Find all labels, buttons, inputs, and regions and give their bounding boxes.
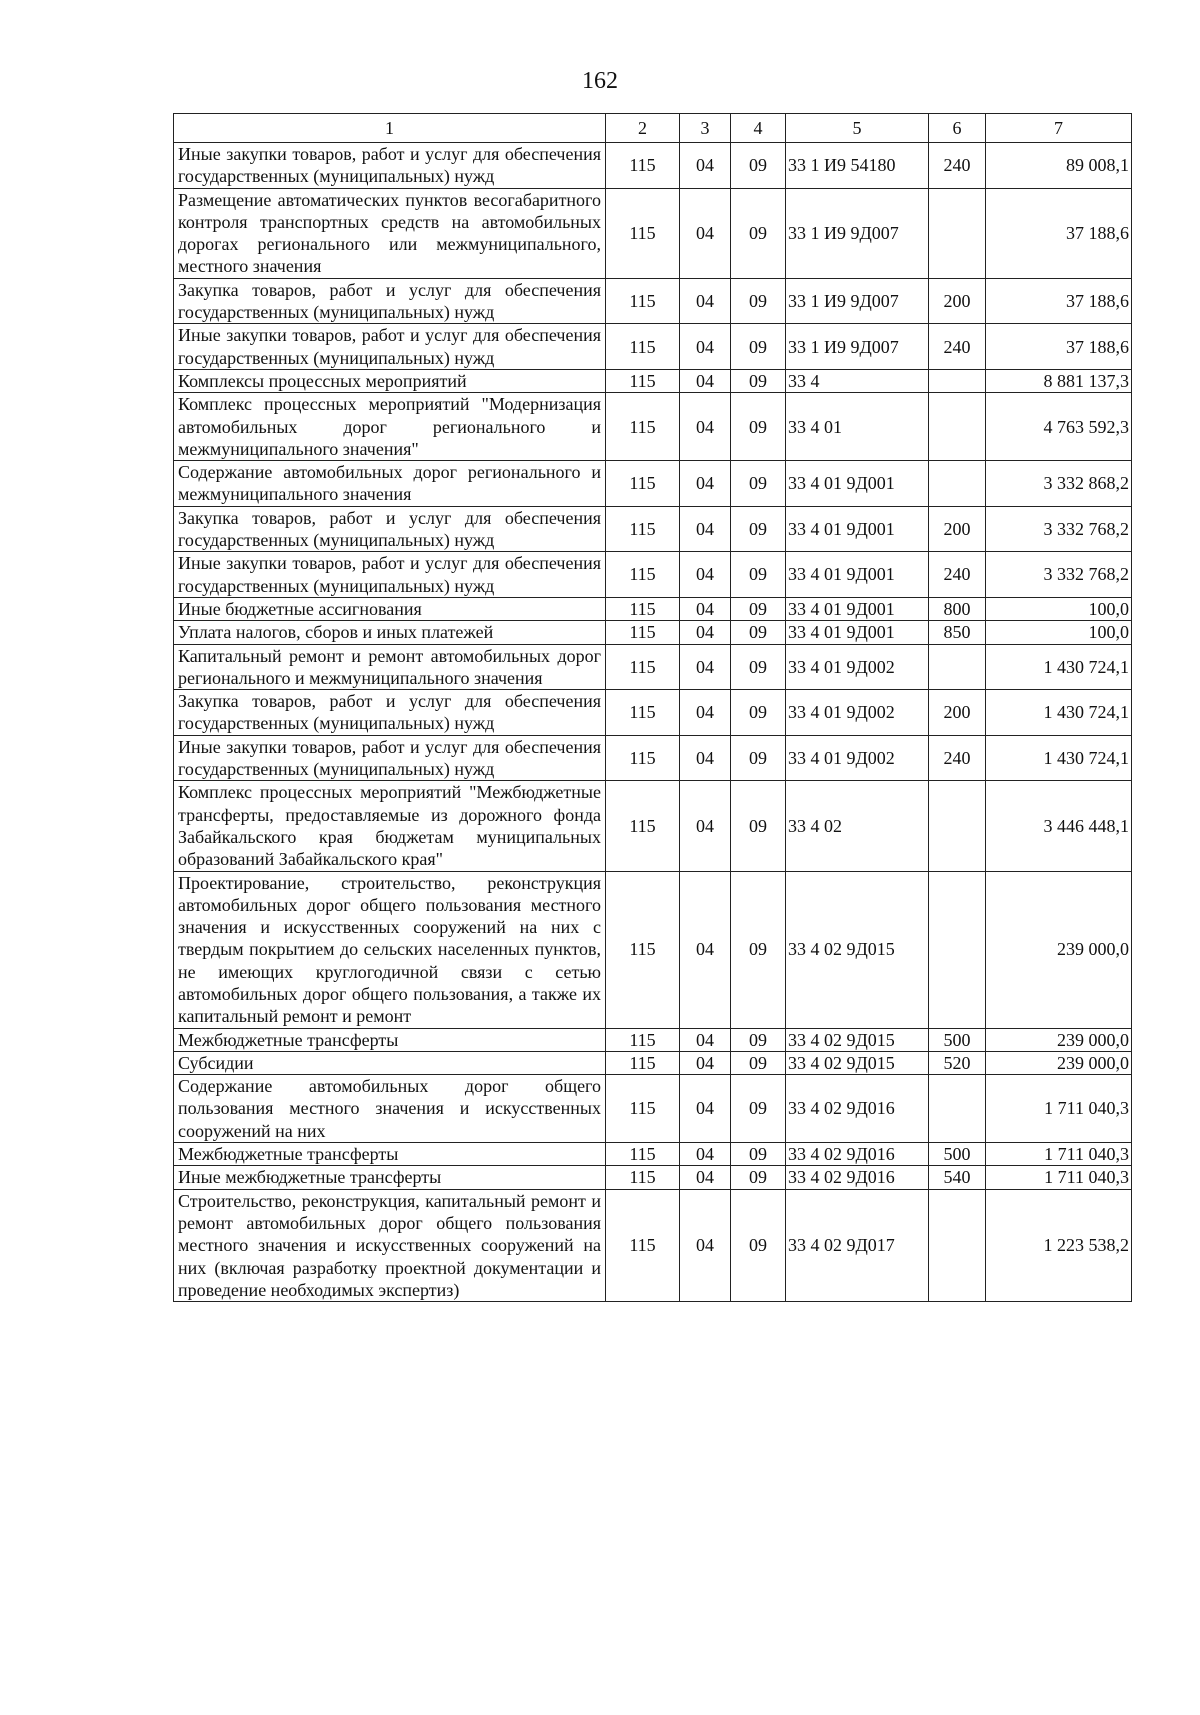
subsection-code-cell: 09 xyxy=(731,188,786,278)
ministry-code-cell: 115 xyxy=(606,1143,680,1166)
amount-cell: 239 000,0 xyxy=(986,1028,1132,1051)
expense-type-cell: 850 xyxy=(929,621,986,644)
table-row xyxy=(174,597,1132,620)
subsection-code-cell: 09 xyxy=(731,1051,786,1074)
target-article-cell: 33 4 02 9Д015 xyxy=(786,1051,929,1074)
row-name-cell: Уплата налогов, сборов и иных платежей xyxy=(174,621,606,644)
ministry-code-cell: 115 xyxy=(606,871,680,1028)
expense-type-cell xyxy=(929,393,986,461)
section-code-cell: 04 xyxy=(680,735,731,781)
subsection-code-cell: 09 xyxy=(731,393,786,461)
table-row xyxy=(174,552,1132,598)
row-name-cell: Субсидии xyxy=(174,1051,606,1074)
expense-type-cell: 800 xyxy=(929,597,986,620)
section-code-cell: 04 xyxy=(680,278,731,324)
ministry-code-cell: 115 xyxy=(606,781,680,871)
row-name-cell: Размещение автоматических пунктов весогабаритного контроля транспортных средств на автомобильных дорогах регионального или межмуниципального, местного значения xyxy=(174,188,606,278)
ministry-code-cell: 115 xyxy=(606,393,680,461)
target-article-cell: 33 4 02 9Д015 xyxy=(786,871,929,1028)
section-code-cell: 04 xyxy=(680,871,731,1028)
amount-cell: 100,0 xyxy=(986,597,1132,620)
section-code-cell: 04 xyxy=(680,369,731,392)
section-code-cell: 04 xyxy=(680,781,731,871)
row-name-cell: Закупка товаров, работ и услуг для обеспечения государственных (муниципальных) нужд xyxy=(174,690,606,736)
ministry-code-cell: 115 xyxy=(606,143,680,189)
target-article-cell: 33 4 02 9Д015 xyxy=(786,1028,929,1051)
amount-cell: 8 881 137,3 xyxy=(986,369,1132,392)
ministry-code-cell: 115 xyxy=(606,621,680,644)
row-name-cell: Комплекс процессных мероприятий "Модернизация автомобильных дорог регионального и межмуниципального значения" xyxy=(174,393,606,461)
ministry-code-cell: 115 xyxy=(606,324,680,370)
ministry-code-cell: 115 xyxy=(606,461,680,507)
table-row xyxy=(174,621,1132,644)
target-article-cell: 33 4 01 9Д001 xyxy=(786,552,929,598)
row-name-cell: Межбюджетные трансферты xyxy=(174,1143,606,1166)
target-article-cell: 33 4 01 9Д002 xyxy=(786,735,929,781)
subsection-code-cell: 09 xyxy=(731,461,786,507)
row-name-cell: Проектирование, строительство, реконструкция автомобильных дорог общего пользования местного значения и искусственных сооружений на них с твердым покрытием до сельских населенных пунктов, не имеющих круглогодичной связи с сетью автомобильных дорог общего пользования, а также их капитальный ремонт и ремонт xyxy=(174,871,606,1028)
column-header: 2 xyxy=(606,114,680,143)
table-row xyxy=(174,324,1132,370)
target-article-cell: 33 1 И9 9Д007 xyxy=(786,324,929,370)
subsection-code-cell: 09 xyxy=(731,644,786,690)
ministry-code-cell: 115 xyxy=(606,1166,680,1189)
expense-type-cell: 240 xyxy=(929,735,986,781)
amount-cell: 89 008,1 xyxy=(986,143,1132,189)
ministry-code-cell: 115 xyxy=(606,690,680,736)
expense-type-cell xyxy=(929,461,986,507)
section-code-cell: 04 xyxy=(680,621,731,644)
target-article-cell: 33 4 02 xyxy=(786,781,929,871)
expense-type-cell: 540 xyxy=(929,1166,986,1189)
row-name-cell: Иные бюджетные ассигнования xyxy=(174,597,606,620)
target-article-cell: 33 1 И9 9Д007 xyxy=(786,188,929,278)
expense-type-cell: 200 xyxy=(929,506,986,552)
ministry-code-cell: 115 xyxy=(606,552,680,598)
amount-cell: 239 000,0 xyxy=(986,871,1132,1028)
row-name-cell: Комплекс процессных мероприятий "Межбюджетные трансферты, предоставляемые из дорожного фонда Забайкальского края бюджетам муниципальных образований Забайкальского края" xyxy=(174,781,606,871)
target-article-cell: 33 4 02 9Д016 xyxy=(786,1166,929,1189)
row-name-cell: Содержание автомобильных дорог общего пользования местного значения и искусственных сооружений на них xyxy=(174,1075,606,1143)
amount-cell: 1 711 040,3 xyxy=(986,1075,1132,1143)
table-row xyxy=(174,644,1132,690)
budget-table xyxy=(173,113,1132,1302)
ministry-code-cell: 115 xyxy=(606,506,680,552)
target-article-cell: 33 4 01 9Д001 xyxy=(786,506,929,552)
page-number: 162 xyxy=(582,68,618,94)
expense-type-cell xyxy=(929,1189,986,1301)
row-name-cell: Строительство, реконструкция, капитальный ремонт и ремонт автомобильных дорог общего пользования местного значения и искусственных сооружений на них (включая разработку проектной документации и проведение необходимых экспертиз) xyxy=(174,1189,606,1301)
amount-cell: 1 711 040,3 xyxy=(986,1143,1132,1166)
section-code-cell: 04 xyxy=(680,1166,731,1189)
section-code-cell: 04 xyxy=(680,597,731,620)
target-article-cell: 33 1 И9 54180 xyxy=(786,143,929,189)
ministry-code-cell: 115 xyxy=(606,735,680,781)
row-name-cell: Межбюджетные трансферты xyxy=(174,1028,606,1051)
amount-cell: 239 000,0 xyxy=(986,1051,1132,1074)
amount-cell: 37 188,6 xyxy=(986,188,1132,278)
amount-cell: 37 188,6 xyxy=(986,278,1132,324)
target-article-cell: 33 4 01 9Д001 xyxy=(786,461,929,507)
section-code-cell: 04 xyxy=(680,1028,731,1051)
target-article-cell: 33 4 02 9Д016 xyxy=(786,1143,929,1166)
row-name-cell: Иные закупки товаров, работ и услуг для обеспечения государственных (муниципальных) нужд xyxy=(174,552,606,598)
amount-cell: 4 763 592,3 xyxy=(986,393,1132,461)
target-article-cell: 33 4 01 9Д001 xyxy=(786,621,929,644)
table-row xyxy=(174,461,1132,507)
section-code-cell: 04 xyxy=(680,1051,731,1074)
amount-cell: 1 223 538,2 xyxy=(986,1189,1132,1301)
section-code-cell: 04 xyxy=(680,324,731,370)
expense-type-cell xyxy=(929,871,986,1028)
section-code-cell: 04 xyxy=(680,690,731,736)
row-name-cell: Иные закупки товаров, работ и услуг для обеспечения государственных (муниципальных) нужд xyxy=(174,735,606,781)
table-row xyxy=(174,1143,1132,1166)
subsection-code-cell: 09 xyxy=(731,1143,786,1166)
subsection-code-cell: 09 xyxy=(731,143,786,189)
table-row xyxy=(174,278,1132,324)
subsection-code-cell: 09 xyxy=(731,1189,786,1301)
expense-type-cell xyxy=(929,1075,986,1143)
subsection-code-cell: 09 xyxy=(731,324,786,370)
target-article-cell: 33 4 01 9Д002 xyxy=(786,644,929,690)
table-row xyxy=(174,369,1132,392)
expense-type-cell: 200 xyxy=(929,278,986,324)
subsection-code-cell: 09 xyxy=(731,552,786,598)
target-article-cell: 33 1 И9 9Д007 xyxy=(786,278,929,324)
amount-cell: 3 332 768,2 xyxy=(986,506,1132,552)
target-article-cell: 33 4 01 xyxy=(786,393,929,461)
amount-cell: 3 332 868,2 xyxy=(986,461,1132,507)
section-code-cell: 04 xyxy=(680,1189,731,1301)
table-row xyxy=(174,506,1132,552)
amount-cell: 3 446 448,1 xyxy=(986,781,1132,871)
subsection-code-cell: 09 xyxy=(731,871,786,1028)
expense-type-cell xyxy=(929,369,986,392)
ministry-code-cell: 115 xyxy=(606,597,680,620)
section-code-cell: 04 xyxy=(680,393,731,461)
expense-type-cell: 240 xyxy=(929,324,986,370)
ministry-code-cell: 115 xyxy=(606,1051,680,1074)
subsection-code-cell: 09 xyxy=(731,1028,786,1051)
subsection-code-cell: 09 xyxy=(731,369,786,392)
subsection-code-cell: 09 xyxy=(731,690,786,736)
expense-type-cell xyxy=(929,188,986,278)
section-code-cell: 04 xyxy=(680,1143,731,1166)
table-row xyxy=(174,143,1132,189)
column-header: 6 xyxy=(929,114,986,143)
table-row xyxy=(174,188,1132,278)
row-name-cell: Комплексы процессных мероприятий xyxy=(174,369,606,392)
ministry-code-cell: 115 xyxy=(606,278,680,324)
amount-cell: 3 332 768,2 xyxy=(986,552,1132,598)
ministry-code-cell: 115 xyxy=(606,644,680,690)
table-row xyxy=(174,393,1132,461)
ministry-code-cell: 115 xyxy=(606,1028,680,1051)
ministry-code-cell: 115 xyxy=(606,188,680,278)
subsection-code-cell: 09 xyxy=(731,621,786,644)
table-row xyxy=(174,1051,1132,1074)
section-code-cell: 04 xyxy=(680,644,731,690)
expense-type-cell: 240 xyxy=(929,552,986,598)
section-code-cell: 04 xyxy=(680,143,731,189)
section-code-cell: 04 xyxy=(680,461,731,507)
target-article-cell: 33 4 02 9Д016 xyxy=(786,1075,929,1143)
expense-type-cell: 500 xyxy=(929,1143,986,1166)
amount-cell: 37 188,6 xyxy=(986,324,1132,370)
expense-type-cell xyxy=(929,781,986,871)
row-name-cell: Содержание автомобильных дорог регионального и межмуниципального значения xyxy=(174,461,606,507)
table-row xyxy=(174,1075,1132,1143)
subsection-code-cell: 09 xyxy=(731,781,786,871)
table-row xyxy=(174,690,1132,736)
amount-cell: 1 711 040,3 xyxy=(986,1166,1132,1189)
column-header: 1 xyxy=(174,114,606,143)
row-name-cell: Закупка товаров, работ и услуг для обеспечения государственных (муниципальных) нужд xyxy=(174,506,606,552)
row-name-cell: Иные закупки товаров, работ и услуг для обеспечения государственных (муниципальных) нужд xyxy=(174,324,606,370)
section-code-cell: 04 xyxy=(680,506,731,552)
target-article-cell: 33 4 02 9Д017 xyxy=(786,1189,929,1301)
table-row xyxy=(174,735,1132,781)
table-row xyxy=(174,1028,1132,1051)
column-header: 7 xyxy=(986,114,1132,143)
table-row xyxy=(174,1189,1132,1301)
target-article-cell: 33 4 xyxy=(786,369,929,392)
expense-type-cell xyxy=(929,644,986,690)
amount-cell: 100,0 xyxy=(986,621,1132,644)
subsection-code-cell: 09 xyxy=(731,1166,786,1189)
expense-type-cell: 520 xyxy=(929,1051,986,1074)
ministry-code-cell: 115 xyxy=(606,369,680,392)
expense-type-cell: 200 xyxy=(929,690,986,736)
target-article-cell: 33 4 01 9Д002 xyxy=(786,690,929,736)
table-row xyxy=(174,781,1132,871)
amount-cell: 1 430 724,1 xyxy=(986,690,1132,736)
subsection-code-cell: 09 xyxy=(731,1075,786,1143)
amount-cell: 1 430 724,1 xyxy=(986,644,1132,690)
subsection-code-cell: 09 xyxy=(731,506,786,552)
section-code-cell: 04 xyxy=(680,552,731,598)
column-header: 3 xyxy=(680,114,731,143)
table-row xyxy=(174,871,1132,1028)
ministry-code-cell: 115 xyxy=(606,1075,680,1143)
column-header: 4 xyxy=(731,114,786,143)
row-name-cell: Закупка товаров, работ и услуг для обеспечения государственных (муниципальных) нужд xyxy=(174,278,606,324)
table-header-row xyxy=(174,114,1132,143)
expense-type-cell: 240 xyxy=(929,143,986,189)
ministry-code-cell: 115 xyxy=(606,1189,680,1301)
subsection-code-cell: 09 xyxy=(731,278,786,324)
subsection-code-cell: 09 xyxy=(731,735,786,781)
table-row xyxy=(174,1166,1132,1189)
column-header: 5 xyxy=(786,114,929,143)
section-code-cell: 04 xyxy=(680,188,731,278)
row-name-cell: Иные закупки товаров, работ и услуг для обеспечения государственных (муниципальных) нужд xyxy=(174,143,606,189)
amount-cell: 1 430 724,1 xyxy=(986,735,1132,781)
expense-type-cell: 500 xyxy=(929,1028,986,1051)
subsection-code-cell: 09 xyxy=(731,597,786,620)
section-code-cell: 04 xyxy=(680,1075,731,1143)
row-name-cell: Иные межбюджетные трансферты xyxy=(174,1166,606,1189)
row-name-cell: Капитальный ремонт и ремонт автомобильных дорог регионального и межмуниципального значения xyxy=(174,644,606,690)
target-article-cell: 33 4 01 9Д001 xyxy=(786,597,929,620)
